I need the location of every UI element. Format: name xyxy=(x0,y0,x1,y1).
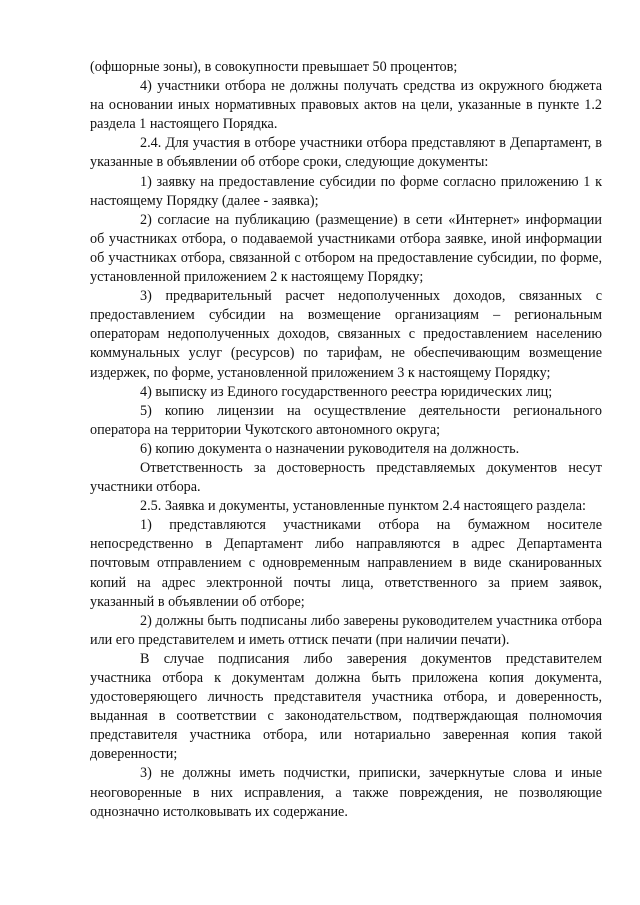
paragraph-item-3-no-corrections: 3) не должны иметь подчистки, приписки, зачеркнутые слова и иные неоговоренные в них исправления, а также повреждения, не позволяющие однозначно истолковывать их содержание. xyxy=(90,765,602,820)
paragraph-section-2-4: 2.4. Для участия в отборе участники отбора представляют в Департамент, в указанные в объявлении об отборе сроки, следующие документы: xyxy=(90,135,602,171)
paragraph-item-6-appointment-copy: 6) копию документа о назначении руководителя на должность. xyxy=(140,440,520,457)
paragraph-representative: В случае подписания либо заверения документов представителем участника отбора к документам должна быть приложена копия документа, удостоверяющего личность представителя участника отбора, и доверенность, выданная в соответствии с законодательством, подтверждающая полномочия представителя участника отбора, или нотариально заверенная копия такой доверенности; xyxy=(90,650,602,763)
paragraph-item-1-submission: 1) представляются участниками отбора на бумажном носителе непосредственно в Департамент либо направляются в адрес Департамента почтовым отправлением с одновременным направлением в виде сканированных копий на адрес электронной почты лица, ответственного за прием заявок, указанный в объявлении об отборе; xyxy=(90,517,602,610)
paragraph-responsibility: Ответственность за достоверность представляемых документов несут участники отбора. xyxy=(90,459,602,496)
paragraph-item-1-application: 1) заявку на предоставление субсидии по форме согласно приложению 1 к настоящему Порядку (далее - заявка); xyxy=(90,173,602,209)
paragraph-item-5-license-copy: 5) копию лицензии на осуществление деятельности регионального оператора на территории Чукотского автономного округа; xyxy=(90,402,602,438)
paragraph-offshore-continuation: (офшорные зоны), в совокупности превышает 50 процентов; xyxy=(90,59,458,75)
paragraph-item-4-registry-extract: 4) выписку из Единого государственного реестра юридических лиц; xyxy=(140,383,553,400)
paragraph-item-2-consent: 2) согласие на публикацию (размещение) в сети «Интернет» информации об участниках отбора, о подаваемой участниками отбора заявке, иной информации об участниках отбора, связанной с отбором на предоставление субсидии, по форме, установленной приложением 2 к настоящему Порядку; xyxy=(90,211,602,286)
paragraph-item-4-budget: 4) участники отбора не должны получать средства из окружного бюджета на основании иных нормативных правовых актов на цели, указанные в пункте 1.2 раздела 1 настоящего Порядка. xyxy=(90,78,602,133)
paragraph-section-2-5: 2.5. Заявка и документы, установленные пунктом 2.4 настоящего раздела: xyxy=(140,498,586,515)
paragraph-item-2-signature: 2) должны быть подписаны либо заверены руководителем участника отбора или его представителем и иметь оттиск печати (при наличии печати). xyxy=(90,612,602,648)
paragraph-item-3-calculation: 3) предварительный расчет недополученных доходов, связанных с предоставлением субсидии на возмещение организациям – региональным операторам недополученных доходов, связанных с предоставлением населению коммунальных услуг (ресурсов) по тарифам, не обеспечивающим возмещение издержек, по форме, установленной приложением 3 к настоящему Порядку; xyxy=(90,288,602,381)
